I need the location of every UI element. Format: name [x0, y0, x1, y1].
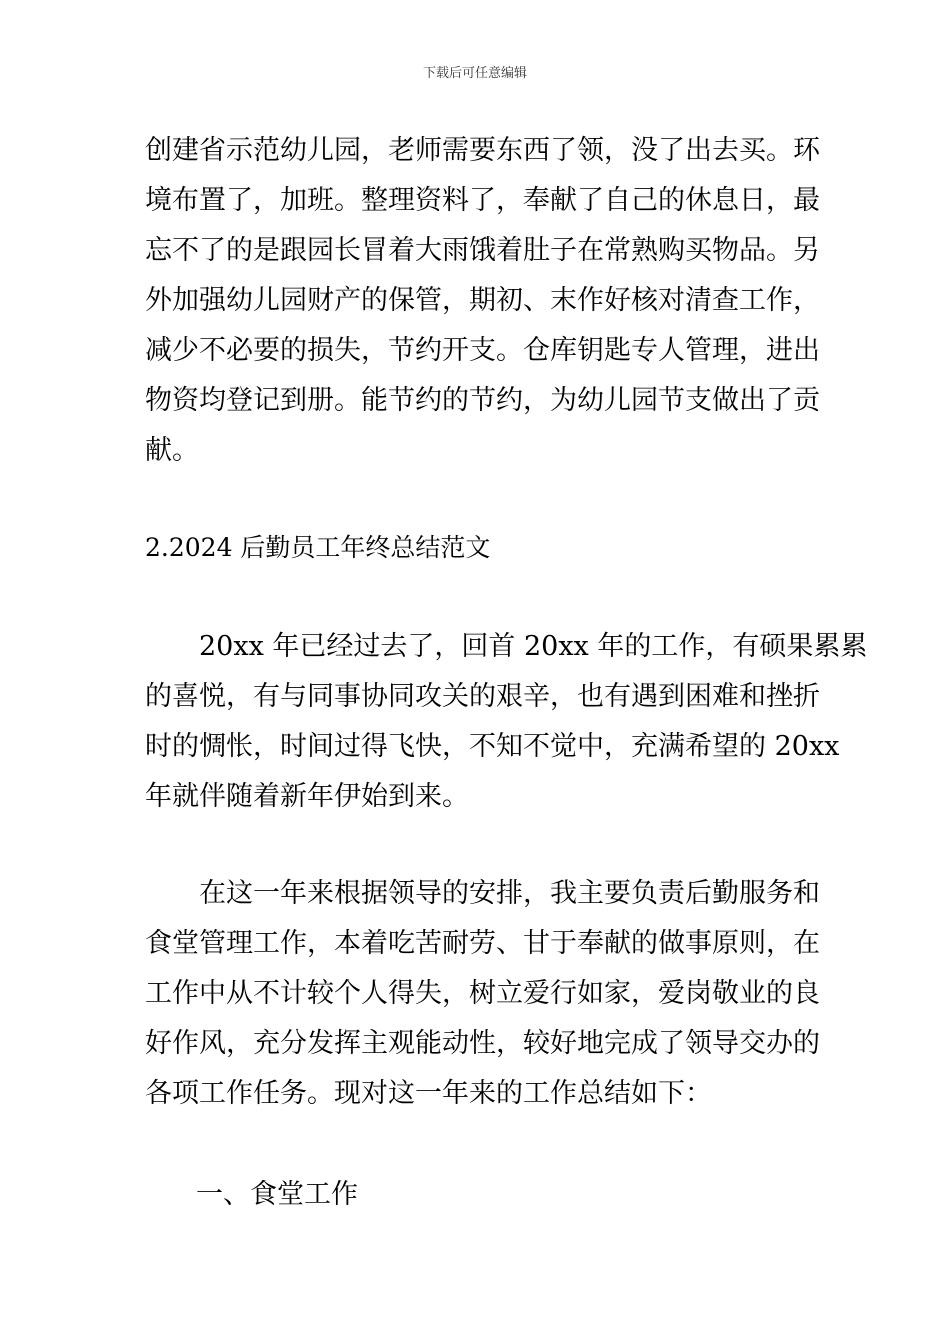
paragraph-line: 各项工作任务。现对这一年来的工作总结如下：: [145, 1078, 712, 1109]
paragraph-line: 忘不了的是跟园长冒着大雨饿着肚子在常熟购买物品。另: [145, 235, 820, 266]
paragraph-line: 好作风，充分发挥主观能动性，较好地完成了领导交办的: [145, 1028, 820, 1059]
paragraph-line: 时的惆怅，时间过得飞快，不知不觉中，充满希望的 20xx: [145, 731, 840, 762]
paragraph-line: 境布置了，加班。整理资料了，奉献了自己的休息日，最: [145, 185, 820, 216]
paragraph-line: 工作中从不计较个人得失，树立爱行如家，爱岗敬业的良: [145, 978, 820, 1009]
paragraph-1: [145, 126, 820, 476]
section-title: 一、食堂工作: [196, 1179, 358, 1210]
section-heading: 2.2024 后勤员工年终总结范文: [145, 533, 491, 562]
header-note: 下载后可任意编辑: [422, 66, 527, 81]
paragraph-2: [145, 622, 868, 822]
paragraph-line: 外加强幼儿园财产的保管，期初、末作好核对清查工作，: [145, 285, 820, 316]
paragraph-line: 献。: [145, 435, 199, 466]
paragraph-line: 创建省示范幼儿园，老师需要东西了领，没了出去买。环: [145, 135, 820, 166]
paragraph-line: 20xx 年已经过去了，回首 20xx 年的工作，有硕果累累: [199, 631, 868, 662]
paragraph-line: 年就伴随着新年伊始到来。: [145, 781, 469, 812]
paragraph-3: [145, 869, 820, 1119]
paragraph-line: 减少不必要的损失，节约开支。仓库钥匙专人管理，进出: [145, 335, 820, 366]
paragraph-line: 物资均登记到册。能节约的节约，为幼儿园节支做出了贡: [145, 385, 820, 416]
paragraph-line: 在这一年来根据领导的安排，我主要负责后勤服务和: [199, 878, 820, 909]
paragraph-line: 的喜悦，有与同事协同攻关的艰辛，也有遇到困难和挫折: [145, 681, 820, 712]
paragraph-line: 食堂管理工作，本着吃苦耐劳、甘于奉献的做事原则，在: [145, 928, 820, 959]
